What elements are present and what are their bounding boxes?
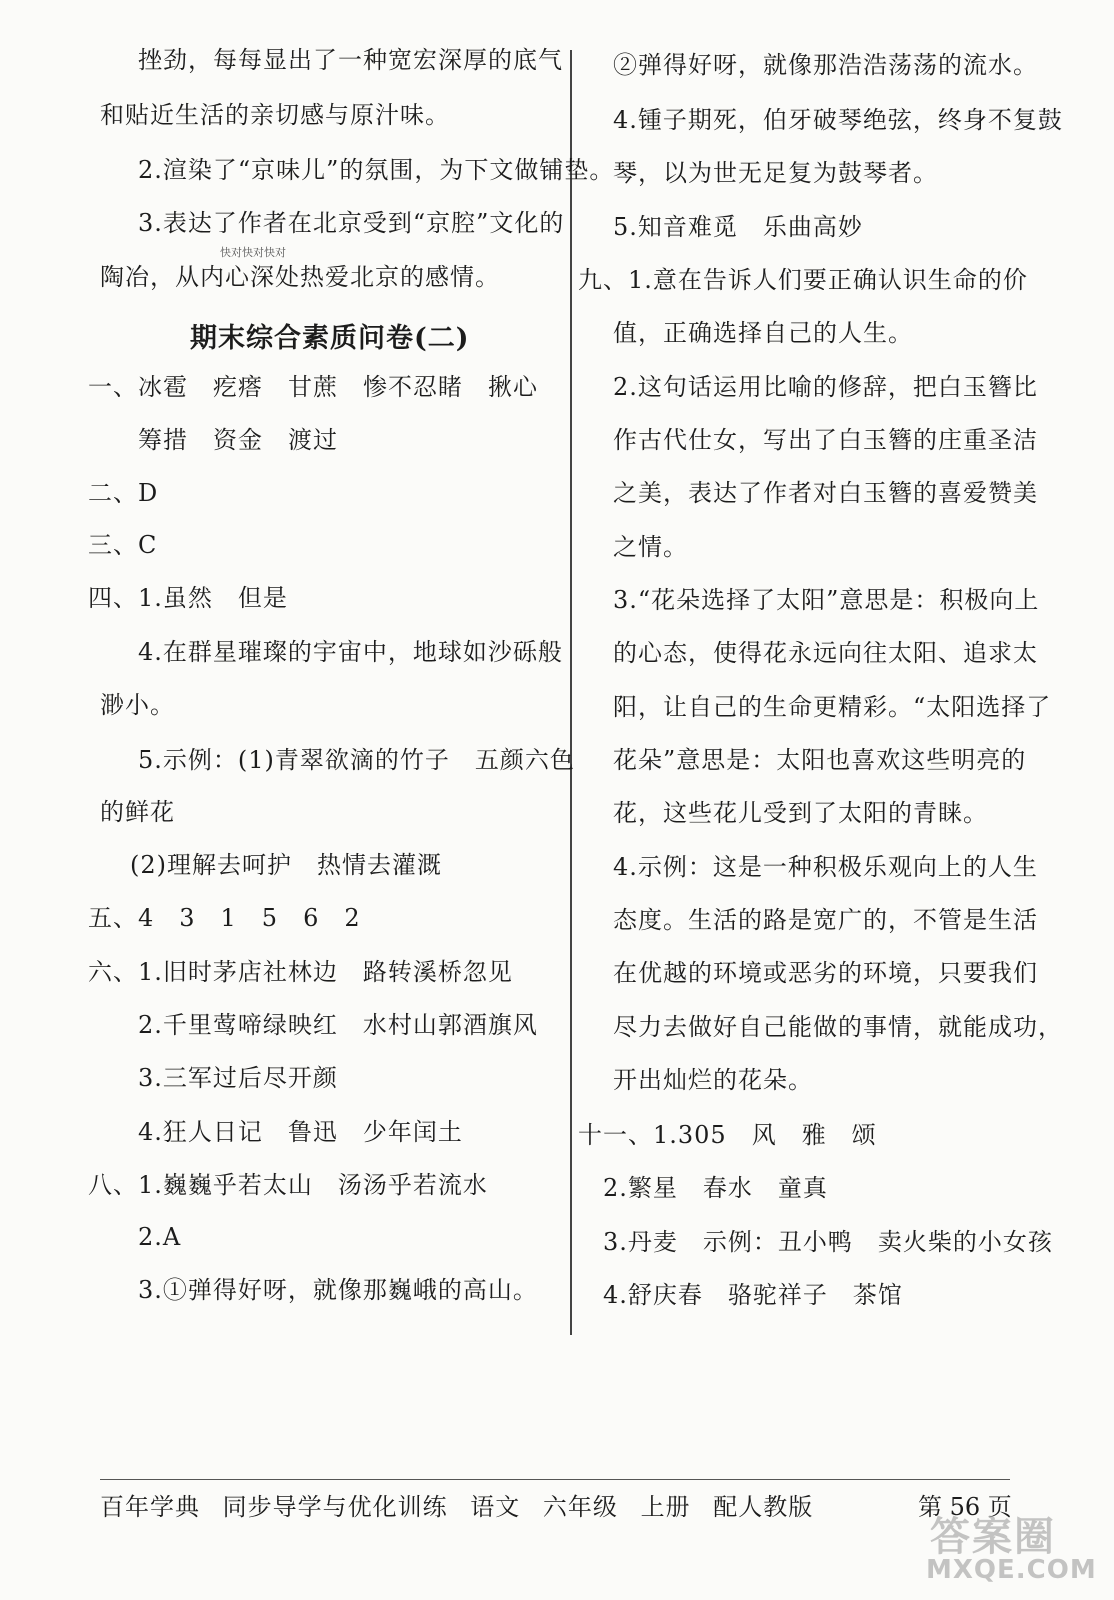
answer-line: 4.舒庆春 骆驼祥子 茶馆 [603,1281,903,1309]
answer-line: 筹措 资金 渡过 [138,426,338,454]
answer-line: 五、4 3 1 5 6 2 [88,904,361,932]
answer-line: 2.A [138,1223,182,1251]
watermark-bottom-text: MXQE.COM [926,1555,1097,1585]
section-title: 期末综合素质问卷(二) [190,323,470,354]
answer-line: 4.狂人日记 鲁迅 少年闰土 [138,1118,463,1146]
answer-line: 3.丹麦 示例：丑小鸭 卖火柴的小女孩 [603,1228,1053,1256]
footer-brand: 百年学典 [100,1493,200,1521]
text-line: 3.表达了作者在北京受到“京腔”文化的 [138,209,565,237]
text-line: 挫劲，每每显出了一种宽宏深厚的底气 [138,46,563,74]
footer-edition: 配人教版 [713,1493,814,1521]
footer-series: 同步导学与优化训练 [222,1493,448,1521]
answer-line: 2.千里莺啼绿映红 水村山郭酒旗风 [138,1011,538,1039]
answer-line: 开出灿烂的花朵。 [613,1066,813,1094]
answer-line: 3.①弹得好呀，就像那巍峨的高山。 [138,1276,538,1304]
watermark-logo [920,1505,1097,1595]
answer-line: 一、冰雹 疙瘩 甘蔗 惨不忍睹 揪心 [88,373,538,401]
answer-line: 3.三军过后尽开颜 [138,1064,338,1092]
answer-line: 四、1.虽然 但是 [88,584,288,612]
text-line: 2.渲染了“京味儿”的氛围，为下文做铺垫。 [138,156,615,184]
answer-line: 4.示例：这是一种积极乐观向上的人生 [613,853,1038,881]
answer-line: 花，这些花儿受到了太阳的青睐。 [613,799,988,827]
watermark-top-text: 答案圈 [930,1514,1056,1560]
footer [100,1487,1010,1522]
answer-line: 六、1.旧时茅店社林边 路转溪桥忽见 [88,958,513,986]
answer-line: 阳，让自己的生命更精彩。“太阳选择了 [613,693,1052,721]
footer-grade: 六年级 [542,1493,618,1521]
answer-line: 4.锺子期死，伯牙破琴绝弦，终身不复鼓 [613,106,1063,134]
answer-line: 琴，以为世无足复为鼓琴者。 [613,159,938,187]
answer-line: 渺小。 [100,691,175,719]
answer-line: 之情。 [613,533,688,561]
answer-line: 尽力去做好自己能做的事情，就能成功， [613,1013,1063,1041]
answer-line: 在优越的环境或恶劣的环境，只要我们 [613,959,1038,987]
answer-line: 3.“花朵选择了太阳”意思是：积极向上 [613,586,1040,614]
divider [570,50,572,1335]
answer-line: 八、1.巍巍乎若太山 汤汤乎若流水 [88,1171,488,1199]
text-line: 陶冶，从内心深处热爱北京的感情。 [100,263,500,291]
answer-line: 花朵”意思是：太阳也喜欢这些明亮的 [613,746,1027,774]
footer-subject: 语文 [470,1493,521,1521]
answer-line: 的鲜花 [100,798,175,826]
answer-line: 九、1.意在告诉人们要正确认识生命的价 [578,266,1028,294]
text-line: 和贴近生活的亲切感与原汁味。 [100,101,450,129]
answer-line: 5.示例：(1)青翠欲滴的竹子 五颜六色 [138,746,575,774]
footer-rule [100,1479,1010,1480]
answer-line: 二、D [88,479,159,507]
answer-line: 值，正确选择自己的人生。 [613,319,913,347]
answer-line: 之美，表达了作者对白玉簪的喜爱赞美 [613,479,1038,507]
page-number: 第 56 页 [918,1493,1012,1521]
answer-line: 十一、1.305 风 雅 颂 [578,1121,877,1149]
answer-line: 2.繁星 春水 童真 [603,1174,828,1202]
answer-line: 态度。生活的路是宽广的，不管是生活 [613,906,1038,934]
answer-line: 作古代仕女，写出了白玉簪的庄重圣洁 [613,426,1038,454]
answer-line: 5.知音难觅 乐曲高妙 [613,213,863,241]
answer-line: 的心态，使得花永远向往太阳、追求太 [613,639,1038,667]
answer-line: 三、C [88,531,158,559]
answer-line: (2)理解去呵护 热情去灌溉 [130,851,442,879]
answer-line: 2.这句话运用比喻的修辞，把白玉簪比 [613,373,1038,401]
answer-line: ②弹得好呀，就像那浩浩荡荡的流水。 [613,51,1038,79]
answer-line: 4.在群星璀璨的宇宙中，地球如沙砾般 [138,638,563,666]
stamp-text: 快对快对快对 [220,246,286,259]
footer-volume: 上册 [640,1493,691,1521]
